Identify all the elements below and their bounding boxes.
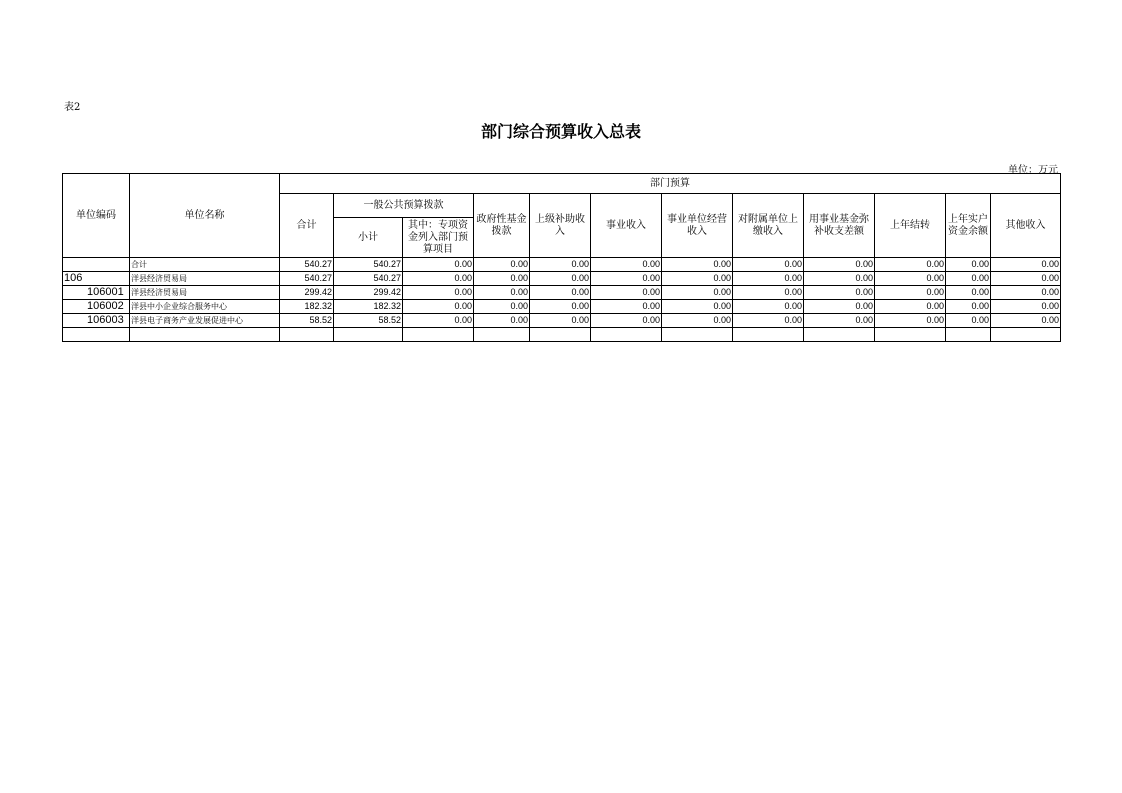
cell-subtotal: [334, 328, 403, 342]
budget-income-table: [62, 173, 1061, 342]
cell-code: [63, 258, 130, 272]
header-last-year-carryover: 上年结转: [875, 194, 946, 258]
cell-other: 0.00: [991, 300, 1061, 314]
cell-business: 0.00: [591, 300, 662, 314]
cell-gov-fund: 0.00: [474, 258, 530, 272]
cell-fund: 0.00: [804, 286, 875, 300]
table-row: [63, 286, 1061, 300]
cell-carryover: 0.00: [875, 272, 946, 286]
cell-subtotal: 299.42: [334, 286, 403, 300]
table-row: [63, 258, 1061, 272]
cell-affiliated: 0.00: [733, 272, 804, 286]
cell-total: 182.32: [280, 300, 334, 314]
cell-carryover: [875, 328, 946, 342]
cell-affiliated: 0.00: [733, 314, 804, 328]
cell-special: 0.00: [403, 300, 474, 314]
cell-special: 0.00: [403, 286, 474, 300]
cell-operating: 0.00: [662, 272, 733, 286]
cell-other: 0.00: [991, 286, 1061, 300]
cell-name: [130, 328, 280, 342]
cell-gov-fund: [474, 328, 530, 342]
cell-code: 106: [63, 272, 130, 286]
cell-balance: 0.00: [946, 300, 991, 314]
cell-fund: 0.00: [804, 258, 875, 272]
header-business-income: 事业收入: [591, 194, 662, 258]
cell-name: 合计: [130, 258, 280, 272]
cell-carryover: 0.00: [875, 300, 946, 314]
cell-gov-fund: 0.00: [474, 314, 530, 328]
cell-operating: 0.00: [662, 300, 733, 314]
cell-balance: 0.00: [946, 314, 991, 328]
header-business-fund: 用事业基金弥补收支差额: [804, 194, 875, 258]
cell-carryover: 0.00: [875, 258, 946, 272]
cell-operating: 0.00: [662, 258, 733, 272]
cell-superior: 0.00: [530, 272, 591, 286]
cell-total: 540.27: [280, 272, 334, 286]
cell-operating: 0.00: [662, 286, 733, 300]
header-unit-name: 单位名称: [130, 174, 280, 258]
cell-special: [403, 328, 474, 342]
cell-carryover: 0.00: [875, 314, 946, 328]
cell-carryover: 0.00: [875, 286, 946, 300]
cell-balance: 0.00: [946, 272, 991, 286]
cell-superior: 0.00: [530, 258, 591, 272]
cell-code: [63, 328, 130, 342]
header-last-year-balance: 上年实户资金余额: [946, 194, 991, 258]
cell-special: 0.00: [403, 272, 474, 286]
cell-gov-fund: 0.00: [474, 300, 530, 314]
cell-other: [991, 328, 1061, 342]
cell-other: 0.00: [991, 258, 1061, 272]
cell-superior: 0.00: [530, 300, 591, 314]
cell-affiliated: 0.00: [733, 258, 804, 272]
cell-subtotal: 58.52: [334, 314, 403, 328]
cell-affiliated: [733, 328, 804, 342]
header-gov-fund: 政府性基金拨款: [474, 194, 530, 258]
cell-affiliated: 0.00: [733, 300, 804, 314]
unit-label: 单位：万元: [1008, 165, 1058, 176]
table-row: [63, 314, 1061, 328]
sheet-label: 表2: [64, 102, 81, 113]
header-subtotal: 小计: [334, 218, 403, 258]
cell-balance: [946, 328, 991, 342]
cell-total: 540.27: [280, 258, 334, 272]
cell-gov-fund: 0.00: [474, 272, 530, 286]
cell-total: 299.42: [280, 286, 334, 300]
cell-other: 0.00: [991, 314, 1061, 328]
cell-business: 0.00: [591, 272, 662, 286]
cell-business: 0.00: [591, 286, 662, 300]
cell-operating: 0.00: [662, 314, 733, 328]
cell-code: 106003: [63, 314, 130, 328]
cell-superior: 0.00: [530, 314, 591, 328]
cell-fund: 0.00: [804, 314, 875, 328]
cell-business: [591, 328, 662, 342]
cell-affiliated: 0.00: [733, 286, 804, 300]
cell-total: 58.52: [280, 314, 334, 328]
cell-fund: 0.00: [804, 300, 875, 314]
cell-superior: 0.00: [530, 286, 591, 300]
header-dept-budget: 部门预算: [280, 174, 1061, 194]
table-row-empty: [63, 328, 1061, 342]
cell-superior: [530, 328, 591, 342]
cell-name: 洋县经济贸易局: [130, 286, 280, 300]
cell-name: 洋县电子商务产业发展促进中心: [130, 314, 280, 328]
cell-name: 洋县中小企业综合服务中心: [130, 300, 280, 314]
header-total: 合计: [280, 194, 334, 258]
cell-business: 0.00: [591, 258, 662, 272]
cell-gov-fund: 0.00: [474, 286, 530, 300]
cell-other: 0.00: [991, 272, 1061, 286]
cell-name: 洋县经济贸易局: [130, 272, 280, 286]
cell-fund: [804, 328, 875, 342]
cell-total: [280, 328, 334, 342]
table-row: [63, 300, 1061, 314]
header-general-budget: 一般公共预算拨款: [334, 194, 474, 218]
cell-operating: [662, 328, 733, 342]
cell-subtotal: 182.32: [334, 300, 403, 314]
cell-business: 0.00: [591, 314, 662, 328]
header-other-income: 其他收入: [991, 194, 1061, 258]
cell-code: 106001: [63, 286, 130, 300]
header-unit-code: 单位编码: [63, 174, 130, 258]
header-affiliated-unit: 对附属单位上缴收入: [733, 194, 804, 258]
header-special-funds: 其中：专项资金列入部门预算项目: [403, 218, 474, 258]
cell-fund: 0.00: [804, 272, 875, 286]
table-row: [63, 272, 1061, 286]
header-superior-subsidy: 上级补助收入: [530, 194, 591, 258]
cell-special: 0.00: [403, 314, 474, 328]
cell-balance: 0.00: [946, 258, 991, 272]
cell-code: 106002: [63, 300, 130, 314]
cell-subtotal: 540.27: [334, 272, 403, 286]
cell-subtotal: 540.27: [334, 258, 403, 272]
header-business-operating: 事业单位经营收入: [662, 194, 733, 258]
cell-balance: 0.00: [946, 286, 991, 300]
cell-special: 0.00: [403, 258, 474, 272]
page-title: 部门综合预算收入总表: [480, 122, 641, 141]
